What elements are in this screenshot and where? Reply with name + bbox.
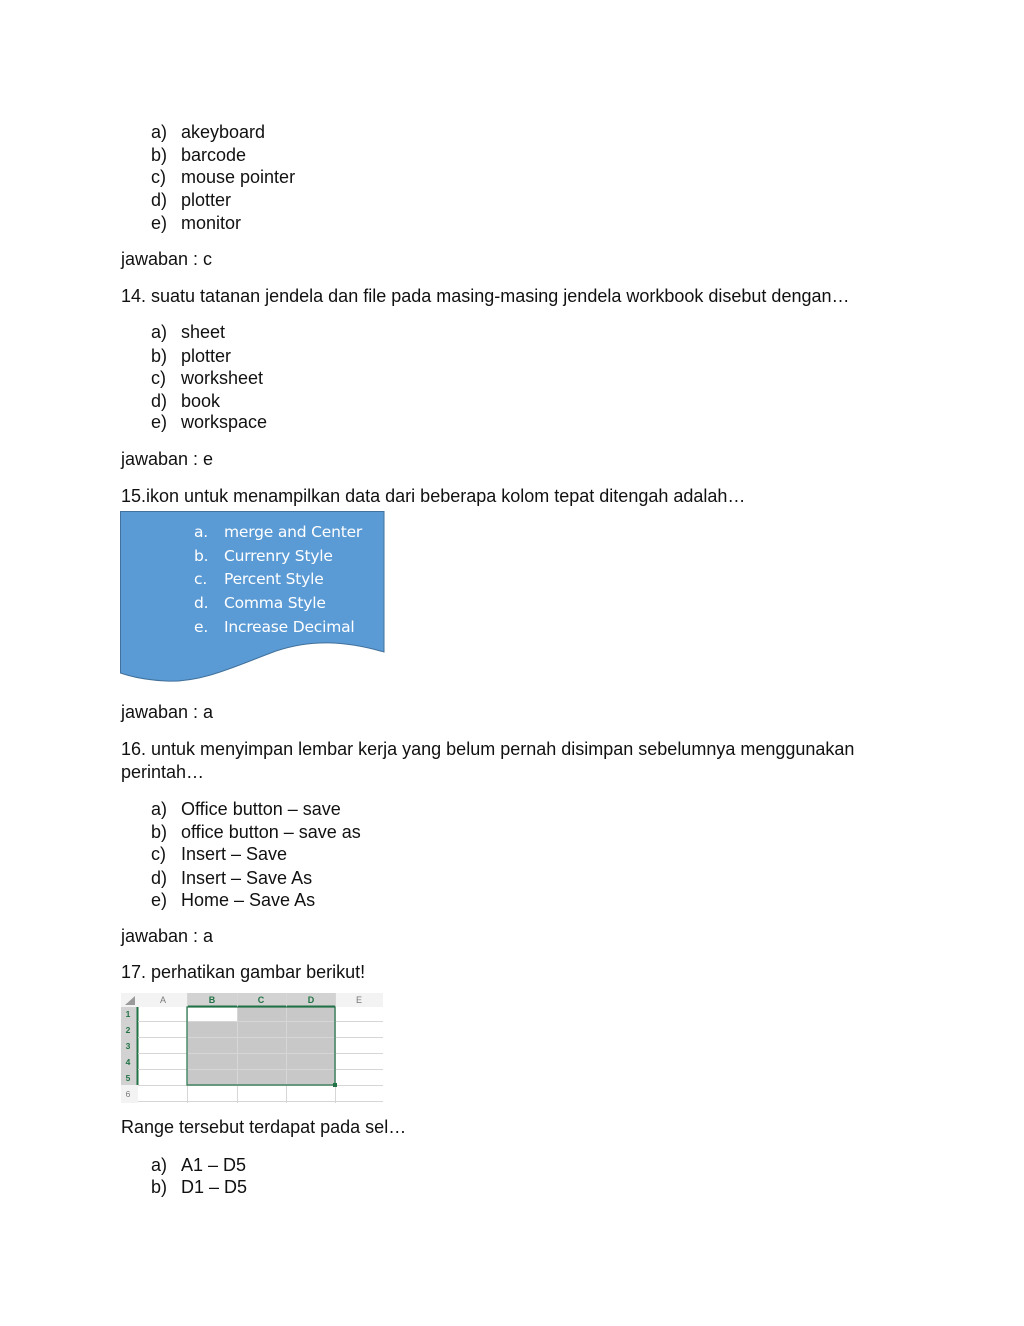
option-text: monitor xyxy=(181,213,242,233)
q16-option-e xyxy=(151,889,315,911)
option-text: office button – save as xyxy=(181,822,361,842)
q13-option-b xyxy=(151,144,246,166)
row-header-5: 5 xyxy=(125,1073,131,1083)
option-text: merge and Center xyxy=(224,523,363,541)
q15-question: 15.ikon untuk menampilkan data dari beberapa kolom tepat ditengah adalah… xyxy=(121,486,746,506)
option-letter: a. xyxy=(194,523,209,541)
option-text: workspace xyxy=(181,412,268,432)
q14-option-b xyxy=(151,345,231,367)
option-text: Currenry Style xyxy=(224,547,333,565)
column-header-d: D xyxy=(307,995,315,1005)
option-letter: d) xyxy=(151,391,168,411)
option-text: mouse pointer xyxy=(181,167,296,187)
q16-option-b xyxy=(151,821,361,843)
column-header-a: A xyxy=(159,995,167,1005)
q15-option-a xyxy=(194,522,362,542)
q17-prompt: Range tersebut terdapat pada sel… xyxy=(121,1117,407,1137)
row-header-4: 4 xyxy=(125,1057,131,1067)
column-header-e: E xyxy=(355,995,363,1005)
q14-option-c xyxy=(151,367,263,389)
option-letter: d. xyxy=(194,594,209,612)
option-text: akeyboard xyxy=(181,122,266,142)
q13-option-a xyxy=(151,121,265,143)
option-text: barcode xyxy=(181,145,247,165)
option-text: sheet xyxy=(181,322,226,342)
q16-option-a xyxy=(151,798,341,820)
q15-answer: jawaban : a xyxy=(121,702,214,722)
option-text: book xyxy=(181,391,221,411)
q13-option-d xyxy=(151,189,231,211)
row-header-6: 6 xyxy=(125,1089,131,1099)
option-letter: b) xyxy=(151,822,168,842)
option-letter: a) xyxy=(151,122,168,142)
q14-option-e xyxy=(151,411,267,433)
option-letter: a) xyxy=(151,1155,168,1175)
q16-option-c xyxy=(151,843,287,865)
option-letter: d) xyxy=(151,190,168,210)
option-text: worksheet xyxy=(181,368,264,388)
option-letter: c) xyxy=(151,167,166,187)
option-text: plotter xyxy=(181,190,232,210)
option-letter: c. xyxy=(194,570,208,588)
q16-question-line2: perintah… xyxy=(121,762,205,782)
option-letter: a) xyxy=(151,322,168,342)
q14-option-a xyxy=(151,321,225,343)
option-text: Insert – Save As xyxy=(181,868,313,888)
q15-option-e xyxy=(194,617,355,637)
row-header-2: 2 xyxy=(125,1025,131,1035)
q17-question: 17. perhatikan gambar berikut! xyxy=(121,962,366,982)
row-header-3: 3 xyxy=(125,1041,131,1051)
option-letter: c) xyxy=(151,844,166,864)
q13-option-c xyxy=(151,166,295,188)
option-letter: a) xyxy=(151,799,168,819)
option-letter: b) xyxy=(151,1177,168,1197)
option-letter: b) xyxy=(151,145,168,165)
option-letter: d) xyxy=(151,868,168,888)
option-text: A1 – D5 xyxy=(181,1155,247,1175)
q14-question: 14. suatu tatanan jendela dan file pada masing-masing jendela workbook disebut dengan… xyxy=(121,286,850,306)
q17-option-a xyxy=(151,1154,246,1176)
q13-answer: jawaban : c xyxy=(121,249,213,269)
q17-option-b xyxy=(151,1176,247,1198)
option-letter: e. xyxy=(194,618,209,636)
option-letter: e) xyxy=(151,890,168,910)
q16-question-line1: 16. untuk menyimpan lembar kerja yang belum pernah disimpan sebelumnya menggunakan xyxy=(121,739,855,759)
option-text: Office button – save xyxy=(181,799,341,819)
option-text: Comma Style xyxy=(224,594,326,612)
option-letter: e) xyxy=(151,412,168,432)
active-cell xyxy=(187,1007,237,1021)
q16-option-d xyxy=(151,867,312,889)
option-text: D1 – D5 xyxy=(181,1177,248,1197)
q15-option-b xyxy=(194,546,333,566)
q15-option-d xyxy=(194,593,326,613)
column-header-b: B xyxy=(208,995,216,1005)
option-text: Percent Style xyxy=(224,570,324,588)
option-letter: e) xyxy=(151,213,168,233)
option-letter: b. xyxy=(194,547,209,565)
row-header-1: 1 xyxy=(125,1009,131,1019)
option-letter: b) xyxy=(151,346,168,366)
spreadsheet-image xyxy=(121,993,383,1103)
q13-option-e xyxy=(151,212,241,234)
q15-option-c xyxy=(194,569,324,589)
option-text: plotter xyxy=(181,346,232,366)
column-header-c: C xyxy=(257,995,265,1005)
q16-answer: jawaban : a xyxy=(121,926,214,946)
option-text: Insert – Save xyxy=(181,844,288,864)
q14-option-d xyxy=(151,390,220,412)
option-text: Home – Save As xyxy=(181,890,316,910)
option-text: Increase Decimal xyxy=(224,618,355,636)
fill-handle xyxy=(333,1083,337,1087)
q14-answer: jawaban : e xyxy=(121,449,214,469)
option-letter: c) xyxy=(151,368,166,388)
